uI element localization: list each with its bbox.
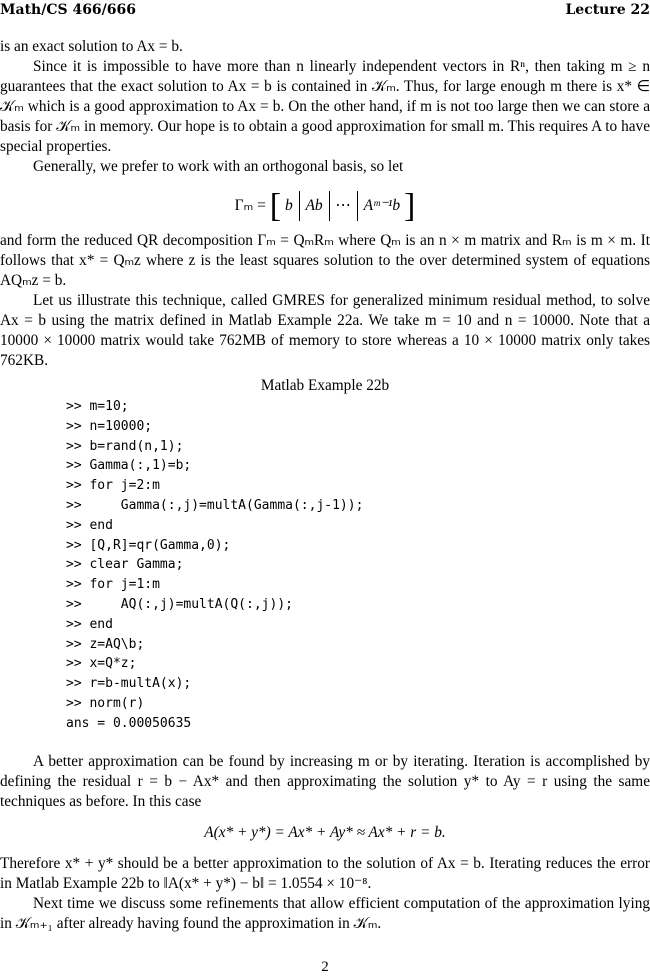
paragraph-7: Next time we discuss some refinements that allow efficient computation of the approximation lying in 𝒦ₘ₊₁ after already having found the approximation in 𝒦ₘ. — [0, 894, 650, 932]
column-divider — [357, 191, 358, 221]
example-caption: Matlab Example 22b — [260, 377, 390, 394]
code-line: >> end — [66, 616, 113, 632]
gamma-col-2: Ab — [305, 197, 323, 214]
column-divider — [329, 191, 330, 221]
paragraph-1: Since it is impossible to have more than n linearly independent vectors in Rⁿ, then taking m ≥ n guarantees that the exact solution to Ax = b is contained in 𝒦ₘ. Thus, for large enough m there is x* ∈ 𝒦ₘ which is a good approximation to Ax = b. On the other hand, if m is not too large then we can store a basis for 𝒦ₘ in memory. Our hope is to obtain a good approximation for small m. This requires A to have special properties. — [0, 58, 650, 155]
code-line: >> AQ(:,j)=multA(Q(:,j)); — [66, 596, 293, 612]
code-line: >> for j=1:m — [66, 577, 160, 593]
paragraph-0: is an exact solution to Ax = b. — [0, 38, 183, 55]
code-line: >> norm(r) — [66, 695, 145, 711]
code-line: >> r=b-multA(x); — [66, 676, 192, 692]
code-line: >> Gamma(:,1)=b; — [66, 458, 192, 474]
page-header — [0, 2, 650, 22]
page-body — [0, 37, 650, 934]
code-line: >> for j=2:m — [66, 478, 160, 494]
residual-equation: A(x* + y*) = Ax* + Ay* ≈ Ax* + r = b. — [204, 823, 446, 841]
paragraph-6: Therefore x* + y* should be a better approximation to the solution of Ax = b. Iterating reduces the error in Matlab Example 22b to ‖A(x* + y*) − b‖ = 1.0554 × 10⁻⁸. — [0, 854, 650, 892]
gamma-lhs: Γₘ = — [234, 197, 270, 214]
paragraph-4: Let us illustrate this technique, called GMRES for generalized minimum residual method, to solve Ax = b using the matrix defined in Matlab Example 22a. We take m = 10 and n = 10000. Note that a 10000 × 10000 matrix would take 762MB of memory to store whereas a 10 × 10000 matrix only takes 762KB. — [0, 292, 650, 369]
column-divider — [299, 191, 300, 221]
gamma-col-1: b — [284, 197, 293, 214]
code-line: >> b=rand(n,1); — [66, 438, 184, 454]
code-line: >> clear Gamma; — [66, 557, 184, 573]
right-bracket: ] — [404, 187, 416, 225]
paragraph-2: Generally, we prefer to work with an orthogonal basis, so let — [33, 158, 404, 175]
gamma-col-3: ⋯ — [335, 197, 351, 214]
gamma-equation — [0, 185, 650, 227]
gamma-col-4: Aᵐ⁻¹b — [363, 197, 401, 214]
code-output: ans = 0.00050635 — [66, 715, 192, 731]
code-line: >> end — [66, 517, 113, 533]
code-line: >> z=AQ\b; — [66, 636, 145, 652]
course-title: Math/CS 466/666 — [0, 2, 137, 18]
matlab-code-block — [66, 397, 650, 734]
left-bracket: [ — [269, 187, 282, 225]
code-line: >> Gamma(:,j)=multA(Gamma(:,j-1)); — [66, 497, 364, 513]
paragraph-3: and form the reduced QR decomposition Γₘ = QₘRₘ where Qₘ is an n × m matrix and Rₘ is m × m. It follows that x* = Qₘz where z is the least squares solution to the over determined system of equations AQₘz = b. — [0, 232, 650, 289]
code-line: >> m=10; — [66, 399, 129, 414]
page-number: 2 — [321, 959, 329, 975]
code-line: >> n=10000; — [66, 418, 153, 434]
paragraph-5: A better approximation can be found by increasing m or by iterating. Iteration is accomplished by defining the residual r = b − Ax* and then approximating the solution y* to Ay = r using the same techniques as before. In this case — [0, 752, 650, 810]
code-line: >> [Q,R]=qr(Gamma,0); — [66, 537, 231, 553]
lecture-label: Lecture 22 — [565, 2, 650, 18]
code-line: >> x=Q*z; — [66, 656, 137, 672]
